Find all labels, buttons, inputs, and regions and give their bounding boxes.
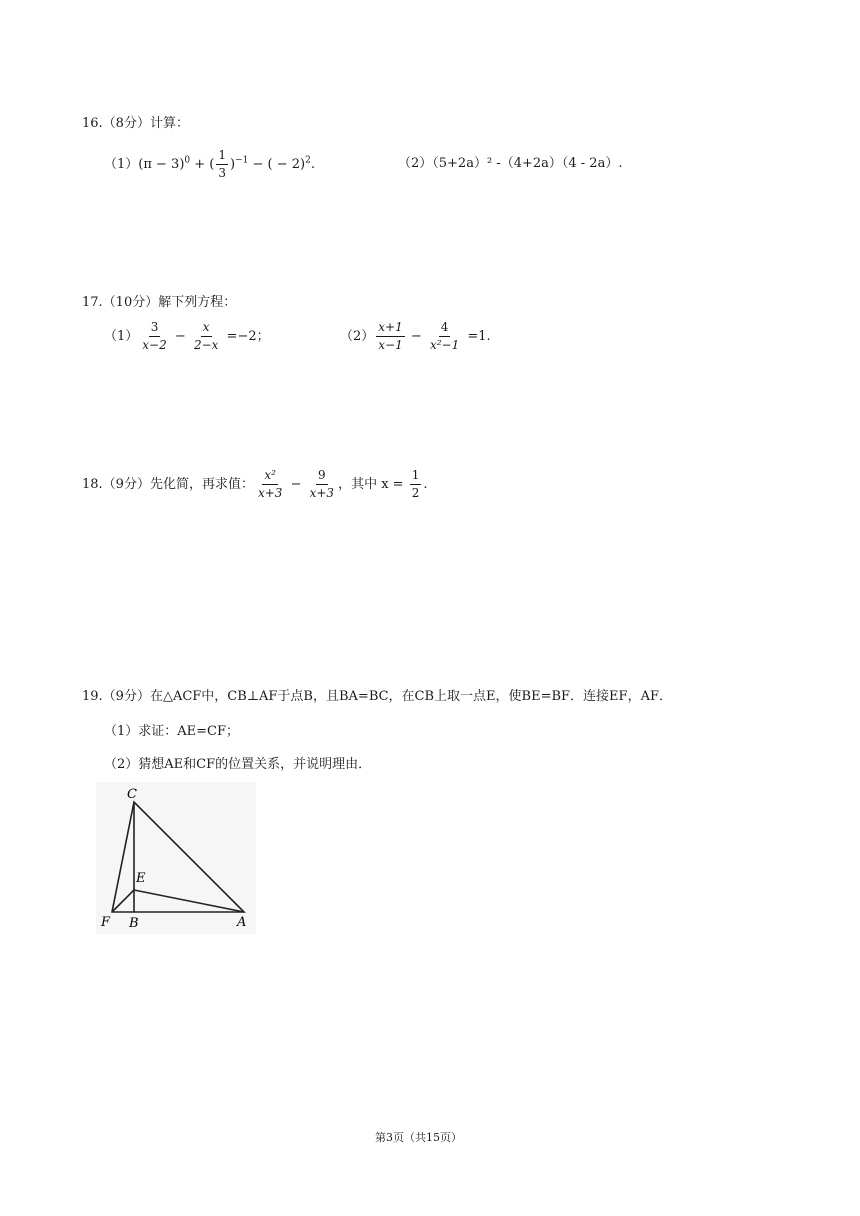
q17-part2: [340, 320, 491, 353]
q17-p2-fraction-2: $\frac{4}{\text{x²−1}}$: [429, 320, 460, 352]
q19-stem: 19.（9分）在△ACF中，CB⊥AF于点B，且BA=BC，在CB上取一点E，使BE=BF．连接EF，AF．: [82, 689, 672, 704]
q16-fraction: $\frac{1}{3}$: [218, 148, 227, 180]
q17-part2-label: （2）: [340, 329, 375, 344]
label-a: A: [237, 915, 247, 930]
q18-fraction-3: $\frac{1}{2}$: [411, 468, 420, 500]
q17-p1-minus: −: [174, 329, 186, 344]
q16-period: .: [310, 157, 315, 172]
q17-p1-fraction-2: $\frac{x}{2-x}$: [193, 320, 219, 352]
label-e: E: [136, 871, 146, 886]
q18-fraction-2: $\frac{9}{x+3}$: [309, 468, 335, 500]
q16-part1-label: （1）: [104, 157, 139, 172]
q16-part2: （2）（5+2a）² -（4+2a）（4 - 2a）.: [398, 156, 623, 171]
q18-condition: ，其中 x =: [338, 477, 408, 492]
q17-p1-rhs: =−2；: [226, 329, 270, 344]
q16-part1: [104, 148, 315, 181]
q17-p2-fraction-1: $\frac{x+1}{x-1}$: [378, 320, 403, 352]
q18-line: [82, 468, 427, 501]
q19-part2: （2）猜想AE和CF的位置关系，并说明理由．: [104, 757, 372, 772]
q17-title: 17.（10分）解下列方程：: [82, 295, 237, 310]
label-b: B: [129, 916, 139, 931]
triangle-figure: [96, 782, 256, 934]
q17-part1-label: （1）: [104, 329, 139, 344]
page-footer: 第3页（共15页）: [375, 1131, 462, 1144]
q17-p1-fraction-1: $\frac{3}{x-2}$: [142, 320, 167, 352]
q18-fraction-1: $\frac{\text{x²}}{x+3}$: [257, 468, 283, 500]
q17-part1: [104, 320, 270, 353]
q16-term-b: + (: [190, 157, 215, 172]
q16-term-a: $(\pi - 3)^0$: [138, 155, 191, 172]
q18-title: 18.（9分）先化简，再求值：: [82, 477, 254, 492]
q18-period: .: [423, 477, 428, 492]
q16-term-c: )$^{-1}$: [230, 155, 249, 172]
q16-title: 16.（8分）计算：: [82, 116, 189, 131]
q16-term-d: − ( − 2)$^2$: [248, 155, 311, 172]
q19-part1: （1）求证：AE=CF；: [104, 724, 240, 739]
q18-minus: −: [290, 477, 302, 492]
label-f: F: [101, 915, 111, 930]
q17-p2-rhs: =1.: [467, 329, 491, 344]
label-c: C: [127, 787, 137, 802]
q17-p2-minus: −: [410, 329, 422, 344]
